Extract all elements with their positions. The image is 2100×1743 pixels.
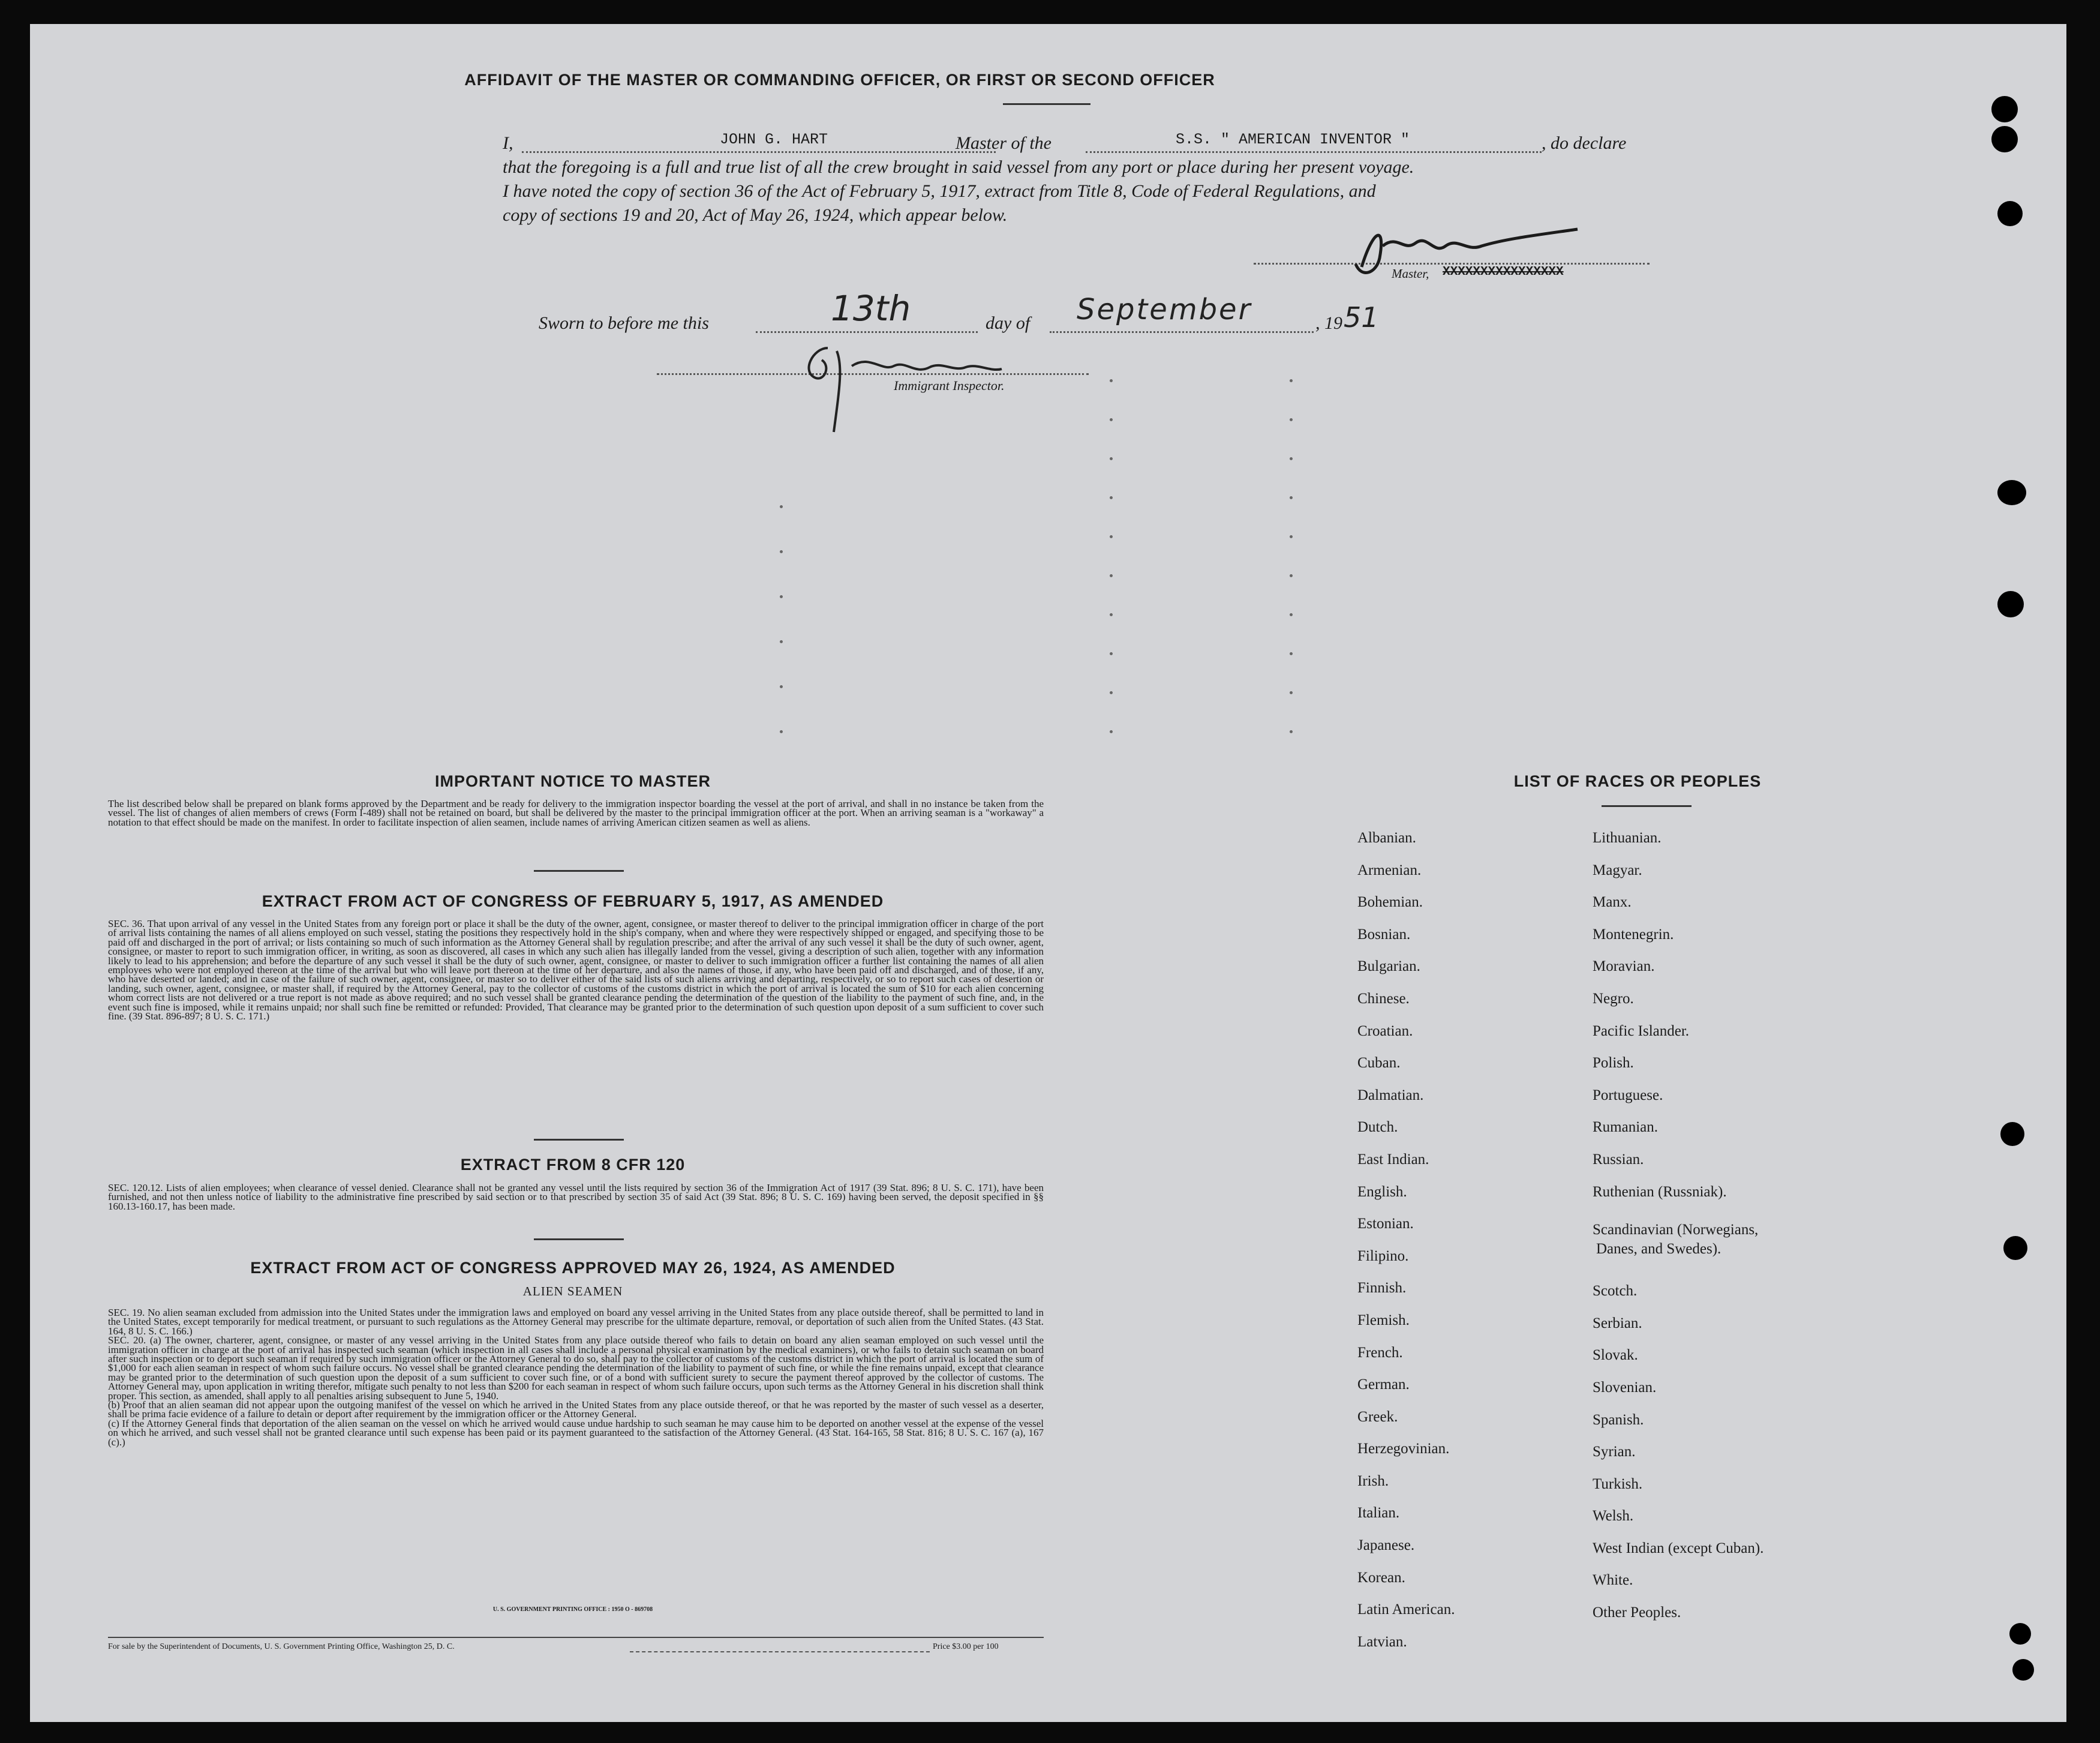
- extract-1917-text: SEC. 36. That upon arrival of any vessel in the United States from any foreign port or place it shall be the duty of the owner, agent, consignee, or master thereof to deliver to the principal immigration officer in charge of the port of arrival lists containing the names of all aliens employed on such vessel, stating the positions they respectively hold in the ship's company, when and where they were respectively shipped or engaged, and specifying those to be paid off and discharged in the port of arrival; or lists containing so much of such information as the Attorney General shall by regulation prescribe; and after the arrival of any such vessel it shall be the duty of such owner, agent, consignee, or master to report to such immigration officer, in writing, as soon as discovered, all cases in which any such alien has illegally landed from the vessel, giving a description of such alien, together with any information likely to lead to his apprehension; and before the departure of any such vessel it shall be the duty of such owner, agent, consignee, or master to deliver to such immigration officer a further list containing the names of all alien employees who were not employed thereon at the time of the arrival but who will leave port thereon at the time of her departure, and also the names of those, if any, who have been paid off and discharged, and of those, if any, who have deserted or landed; and in case of the failure of such owner, agent, consignee, or master so to deliver either of the said lists of such aliens arriving and departing, respectively, or so to report such cases of desertion or landing, such owner, agent, consignee, or master shall, if required by the Attorney General, pay to the collector of customs of the customs district in which the port of arrival is located the sum of $10 for each alien concerning whom correct lists are not delivered or a true report is not made as above required; and no such vessel shall be granted clearance pending the determination of the question of the liability to the payment of such fine, and, in the event such fine is imposed, while it remains unpaid; nor shall such fine be remitted or refunded: Provided, That clearance may be granted prior to the determination of such question upon deposit of a sum sufficient to cover such fine. (39 Stat. 896-897; 8 U. S. C. 171.): [108, 918, 1044, 1022]
- race-item: White.: [1593, 1572, 1633, 1589]
- month: September: [1077, 293, 1252, 326]
- binder-hole: [2000, 1122, 2024, 1146]
- race-item: Welsh.: [1593, 1508, 1634, 1525]
- race-item: German.: [1357, 1376, 1410, 1393]
- binder-hole: [1991, 96, 2018, 122]
- document-page: [30, 24, 2066, 1722]
- race-item: Rumanian.: [1593, 1119, 1659, 1136]
- declaration-line-2: that the foregoing is a full and true list of all the crew brought in said vessel from any port or place during her present voyage.: [503, 157, 1414, 177]
- race-item: Dutch.: [1357, 1119, 1398, 1136]
- declare-label: , do declare: [1542, 133, 1627, 153]
- race-item: Latin American.: [1357, 1601, 1455, 1618]
- notice-title: IMPORTANT NOTICE TO MASTER: [435, 772, 711, 790]
- race-item: East Indian.: [1357, 1151, 1429, 1168]
- race-item: Chinese.: [1357, 990, 1410, 1007]
- cfr-title: EXTRACT FROM 8 CFR 120: [460, 1156, 686, 1174]
- race-item: Montenegrin.: [1593, 926, 1674, 943]
- sworn-label: Sworn to before me this: [539, 313, 709, 333]
- year-suffix: 51: [1344, 301, 1379, 334]
- footer-leader: [630, 1651, 930, 1652]
- race-item: Spanish.: [1593, 1411, 1644, 1428]
- race-item: Dalmatian.: [1357, 1087, 1424, 1103]
- affidavit-title: AFFIDAVIT OF THE MASTER OR COMMANDING OFFICER, OR FIRST OR SECOND OFFICER: [464, 71, 1215, 89]
- name-line: [522, 151, 996, 153]
- alien-seamen-subtitle: ALIEN SEAMEN: [522, 1284, 623, 1298]
- races-column-2: [1593, 822, 1763, 1629]
- race-item: West Indian (except Cuban).: [1593, 1540, 1764, 1556]
- race-item: Syrian.: [1593, 1444, 1636, 1460]
- race-item: Lithuanian.: [1593, 830, 1662, 846]
- race-item: Bosnian.: [1357, 926, 1411, 943]
- race-item: Korean.: [1357, 1569, 1405, 1586]
- master-of-label: Master of the: [956, 133, 1051, 153]
- race-item: Filipino.: [1357, 1247, 1409, 1264]
- race-item: Cuban.: [1357, 1055, 1401, 1072]
- affidavit-i: I,: [503, 133, 513, 153]
- race-item: Bohemian.: [1357, 894, 1423, 911]
- race-item: Japanese.: [1357, 1537, 1415, 1554]
- race-item: Scotch.: [1593, 1283, 1638, 1300]
- day-number: 13th: [831, 288, 911, 329]
- race-item: Serbian.: [1593, 1315, 1642, 1331]
- race-item: Slovak.: [1593, 1347, 1638, 1364]
- gpo-imprint: U. S. GOVERNMENT PRINTING OFFICE : 1950 O - 869708: [492, 1606, 653, 1613]
- binder-hole: [1997, 480, 2026, 505]
- race-item: Other Peoples.: [1593, 1604, 1681, 1621]
- race-item: Irish.: [1357, 1472, 1389, 1489]
- day-of-label: day of: [986, 313, 1031, 333]
- race-item: Armenian.: [1357, 862, 1422, 878]
- race-item: Ruthenian (Russniak).: [1593, 1183, 1727, 1200]
- race-item: Italian.: [1357, 1505, 1400, 1522]
- inspector-label: Immigrant Inspector.: [894, 378, 1005, 393]
- extract-1917-rule: [534, 1139, 624, 1141]
- binder-hole: [1997, 591, 2024, 617]
- binder-hole: [1991, 126, 2018, 152]
- month-line: [1050, 331, 1314, 333]
- notice-text: The list described below shall be prepared on blank forms approved by the Department and be ready for delivery to the immigration inspector boarding the vessel at the port of arrival, and shall in no instance be taken from the vessel. The list of changes of alien members of crews (Form I-489) shall not be retained on board, but shall be delivered by the master to the principal immigration officer at the port. When an arriving seaman is a "workaway" a notation to that effect should be made on the manifest. In order to facilitate inspection of alien seamen, include names of arriving American citizen seamen as well as aliens.: [108, 798, 1044, 828]
- race-item: Flemish.: [1357, 1312, 1410, 1328]
- binder-hole: [1997, 201, 2023, 226]
- race-item: Bulgarian.: [1357, 958, 1420, 975]
- race-item: Greek.: [1357, 1408, 1398, 1425]
- notice-rule: [534, 870, 624, 872]
- race-item: Moravian.: [1593, 958, 1655, 975]
- race-item: Manx.: [1593, 894, 1632, 911]
- master-name: JOHN G. HART: [720, 131, 828, 148]
- races-title: LIST OF RACES OR PEOPLES: [1513, 772, 1762, 790]
- extract-1924-text: SEC. 19. No alien seaman excluded from admission into the United States under the immigration laws and employed on board any vessel arriving in the United States from any place outside thereof, shall be permitted to land in the United States, except temporarily for medical treatment, or pursuant to such regulations as the Attorney General may prescribe for the ultimate departure, removal, or deportation of such alien from the United States. (43 Stat. 164, 8 U. S. C. 166.) SEC. 20. (a) The owner, charterer, agent, consignee, or master of any vessel arriving in the United States from any place outside thereof who fails to detain on board any alien seaman employed on such vessel until the immigration officer in charge at the port of arrival has inspected such seaman (which inspection in all cases shall include a personal physical examination by the medical examiners), or who fails to detain such seaman on board after such inspection or to deport such seaman if required by such immigration officer or the Attorney General to do so, shall pay to the collector of customs of the customs district in which the port of arrival is located the sum of $1,000 for each alien seaman in respect of whom such failure occurs. No vessel shall be granted clearance pending the determination of the liability to payment of such fine, or while the fine remains unpaid, except that clearance may be granted prior to the determination of such question upon the deposit of a sum sufficient to cover such fine, or of a bond with sufficient surety to secure the payment thereof approved by the collector of customs. The Attorney General may, upon application in writing therefor, mitigate such penalty to not less than $200 for each seaman in respect of whom such failure occurs, upon such terms as the Attorney General in his discretion shall think proper. This section, as amended, shall apply to all penalties arising subsequent to June 5, 1940. (b) Proof that an alien seaman did not appear upon the outgoing manifest of the vessel on which he arrived in the United States from any place outside thereof, or that he was reported by the master of such vessel as a deserter, shall be prima facie evidence of a failure to detain or deport after requirement by the immigration officer or the Attorney General. (c) If the Attorney General finds that deportation of the alien seaman on the vessel on which he arrived would cause undue hardship to such seaman he may cause him to be deported on another vessel at the expense of the vessel on which he arrived, and such vessel shall not be granted clearance until such expense has been paid or its payment guaranteed to the satisfaction of the Attorney General. (43 Stat. 164-165, 58 Stat. 816; 8 U. S. C. 167 (a), 167 (c).): [108, 1307, 1044, 1448]
- binder-hole: [2009, 1623, 2031, 1645]
- cfr-text: SEC. 120.12. Lists of alien employees; when clearance of vessel denied. Clearance shall not be granted any vessel until the lists required by section 36 of the Immigration Act of 1917 (39 Stat. 896; 8 U. S. C. 171), have been furnished, and not then unless notice of liability to the administrative fine prescribed by said section or to that prescribed by section 35 of said Act (39 Stat. 896; 8 U. S. C. 169) having been served, the deposit specified in §§ 160.13-160.17, has been made.: [108, 1182, 1044, 1212]
- race-item: Estonian.: [1357, 1216, 1414, 1232]
- race-item: French.: [1357, 1344, 1403, 1361]
- race-item: Negro.: [1593, 990, 1634, 1007]
- vessel-line: [1086, 151, 1542, 153]
- cfr-rule: [534, 1238, 624, 1240]
- races-rule: [1602, 805, 1692, 807]
- race-item: Finnish.: [1357, 1280, 1407, 1297]
- year-prefix: , 19: [1315, 313, 1342, 333]
- master-label: Master,: [1392, 266, 1429, 281]
- declaration-line-4: copy of sections 19 and 20, Act of May 26, 1924, which appear below.: [503, 205, 1008, 225]
- race-item: Scandinavian (Norwegians,: [1593, 1222, 1759, 1238]
- race-item: English.: [1357, 1183, 1407, 1200]
- race-item: Slovenian.: [1593, 1379, 1657, 1396]
- extract-1917-title: EXTRACT FROM ACT OF CONGRESS OF FEBRUARY 5, 1917, AS AMENDED: [262, 892, 884, 910]
- race-item: Latvian.: [1357, 1633, 1407, 1650]
- race-item: Danes, and Swedes).: [1596, 1241, 1722, 1258]
- binder-hole: [2012, 1659, 2034, 1681]
- race-item: Magyar.: [1593, 862, 1642, 878]
- binder-hole: [2003, 1236, 2027, 1260]
- races-column-1: [1357, 822, 1455, 1658]
- race-item: Polish.: [1593, 1055, 1634, 1072]
- race-item: Croatian.: [1357, 1022, 1413, 1039]
- declaration-line-3: I have noted the copy of section 36 of the Act of February 5, 1917, extract from Title 8, Code of Federal Regulations, and: [503, 181, 1376, 201]
- race-item: Russian.: [1593, 1151, 1644, 1168]
- footer-sale: For sale by the Superintendent of Documents, U. S. Government Printing Office, Washington 25, D. C.: [108, 1642, 455, 1651]
- title-rule: [1003, 103, 1090, 105]
- race-item: Herzegovinian.: [1357, 1441, 1450, 1457]
- officer-struck: XXXXXXXXXXXXXXXX: [1443, 265, 1564, 279]
- extract-1924-title: EXTRACT FROM ACT OF CONGRESS APPROVED MAY 26, 1924, AS AMENDED: [250, 1259, 896, 1277]
- race-item: Albanian.: [1357, 830, 1416, 846]
- vessel-name: S.S. " AMERICAN INVENTOR ": [1176, 131, 1410, 148]
- race-item: Portuguese.: [1593, 1087, 1663, 1103]
- race-item: Pacific Islander.: [1593, 1022, 1690, 1039]
- race-item: Turkish.: [1593, 1475, 1643, 1492]
- footer-rule: [108, 1637, 1044, 1638]
- footer-price: Price $3.00 per 100: [933, 1642, 999, 1651]
